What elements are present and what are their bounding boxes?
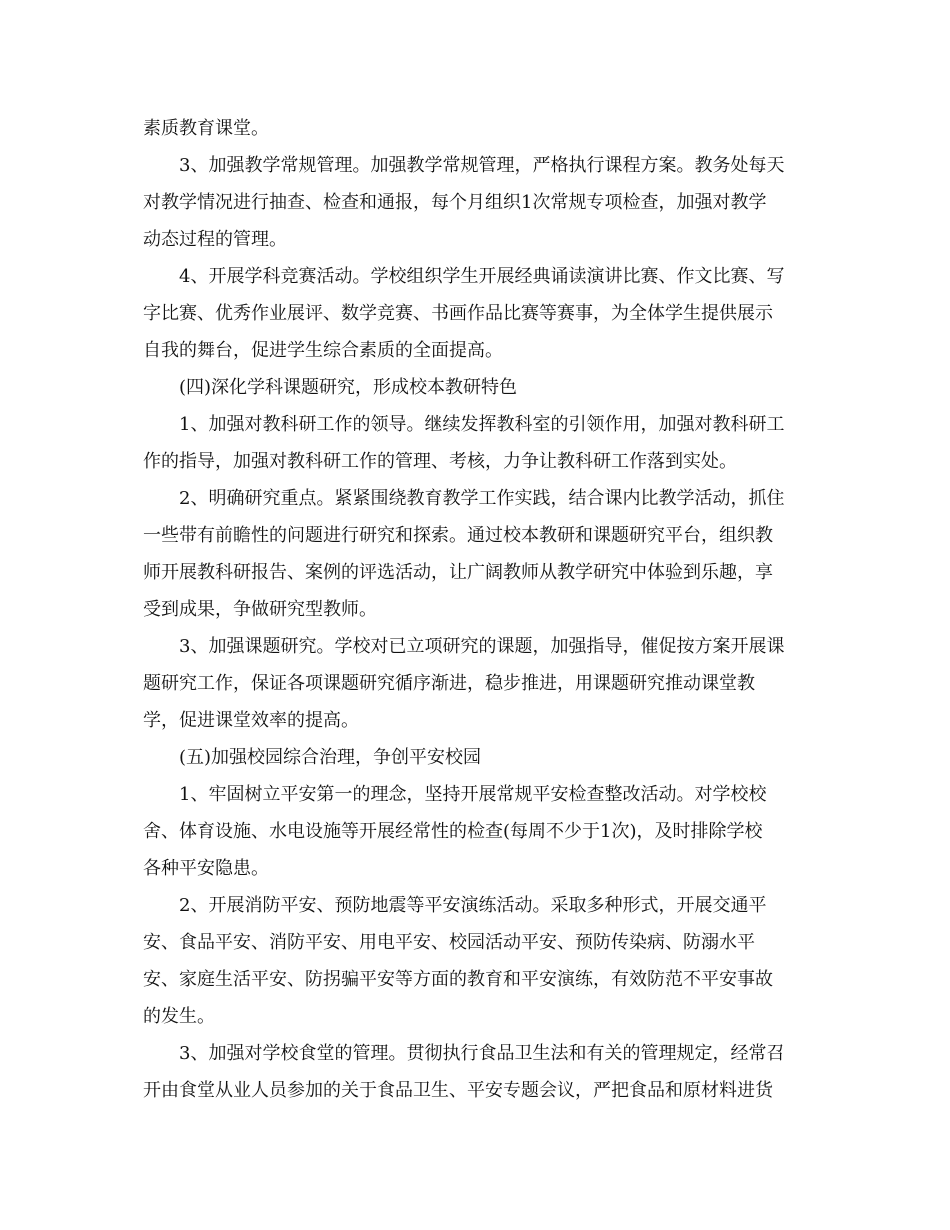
section-heading: (五)加强校园综合治理，争创平安校园 — [179, 747, 482, 768]
text-line: 的发生。 — [143, 1006, 215, 1027]
text-line: 题研究工作，保证各项课题研究循序渐进，稳步推进，用课题研究推动课堂教 — [143, 673, 755, 694]
text-line: 素质教育课堂。 — [143, 118, 269, 139]
text-line: 一些带有前瞻性的问题进行研究和探索。通过校本教研和课题研究平台，组织教 — [143, 525, 773, 546]
text-line: 安、食品平安、消防平安、用电平安、校园活动平安、预防传染病、防溺水平 — [143, 932, 755, 953]
text-line: 对教学情况进行抽查、检查和通报，每个月组织1次常规专项检查，加强对教学 — [143, 192, 767, 213]
text-line: 各种平安隐患。 — [143, 858, 269, 879]
text-line: 动态过程的管理。 — [143, 229, 287, 250]
text-line: 作的指导，加强对教科研工作的管理、考核，力争让教科研工作落到实处。 — [143, 451, 737, 472]
text-line: 开由食堂从业人员参加的关于食品卫生、平安专题会议，严把食品和原材料进货 — [143, 1080, 773, 1101]
paragraph-start-line: 2、明确研究重点。紧紧围绕教育教学工作实践，结合课内比教学活动，抓住 — [179, 488, 785, 509]
paragraph-start-line: 4、开展学科竞赛活动。学校组织学生开展经典诵读演讲比赛、作文比赛、写 — [179, 266, 785, 287]
document-body — [143, 110, 808, 1109]
paragraph-start-line: 3、加强课题研究。学校对已立项研究的课题，加强指导，催促按方案开展课 — [179, 636, 785, 657]
text-line: 舍、体育设施、水电设施等开展经常性的检查(每周不少于1次)，及时排除学校 — [143, 821, 763, 842]
text-line: 安、家庭生活平安、防拐骗平安等方面的教育和平安演练，有效防范不平安事故 — [143, 969, 773, 990]
paragraph-start-line: 1、加强对教科研工作的领导。继续发挥教科室的引领作用，加强对教科研工 — [179, 414, 785, 435]
paragraph-start-line: 3、加强对学校食堂的管理。贯彻执行食品卫生法和有关的管理规定，经常召 — [179, 1043, 785, 1064]
text-line: 自我的舞台，促进学生综合素质的全面提高。 — [143, 340, 503, 361]
paragraph-start-line: 2、开展消防平安、预防地震等平安演练活动。采取多种形式，开展交通平 — [179, 895, 767, 916]
text-line: 字比赛、优秀作业展评、数学竞赛、书画作品比赛等赛事，为全体学生提供展示 — [143, 303, 773, 324]
text-line: 受到成果，争做研究型教师。 — [143, 599, 377, 620]
text-line: 师开展教科研报告、案例的评选活动，让广阔教师从教学研究中体验到乐趣，享 — [143, 562, 773, 583]
paragraph-start-line: 3、加强教学常规管理。加强教学常规管理，严格执行课程方案。教务处每天 — [179, 155, 785, 176]
text-line: 学，促进课堂效率的提高。 — [143, 710, 359, 731]
section-heading: (四)深化学科课题研究，形成校本教研特色 — [179, 377, 518, 398]
paragraph-start-line: 1、牢固树立平安第一的理念，坚持开展常规平安检查整改活动。对学校校 — [179, 784, 767, 805]
